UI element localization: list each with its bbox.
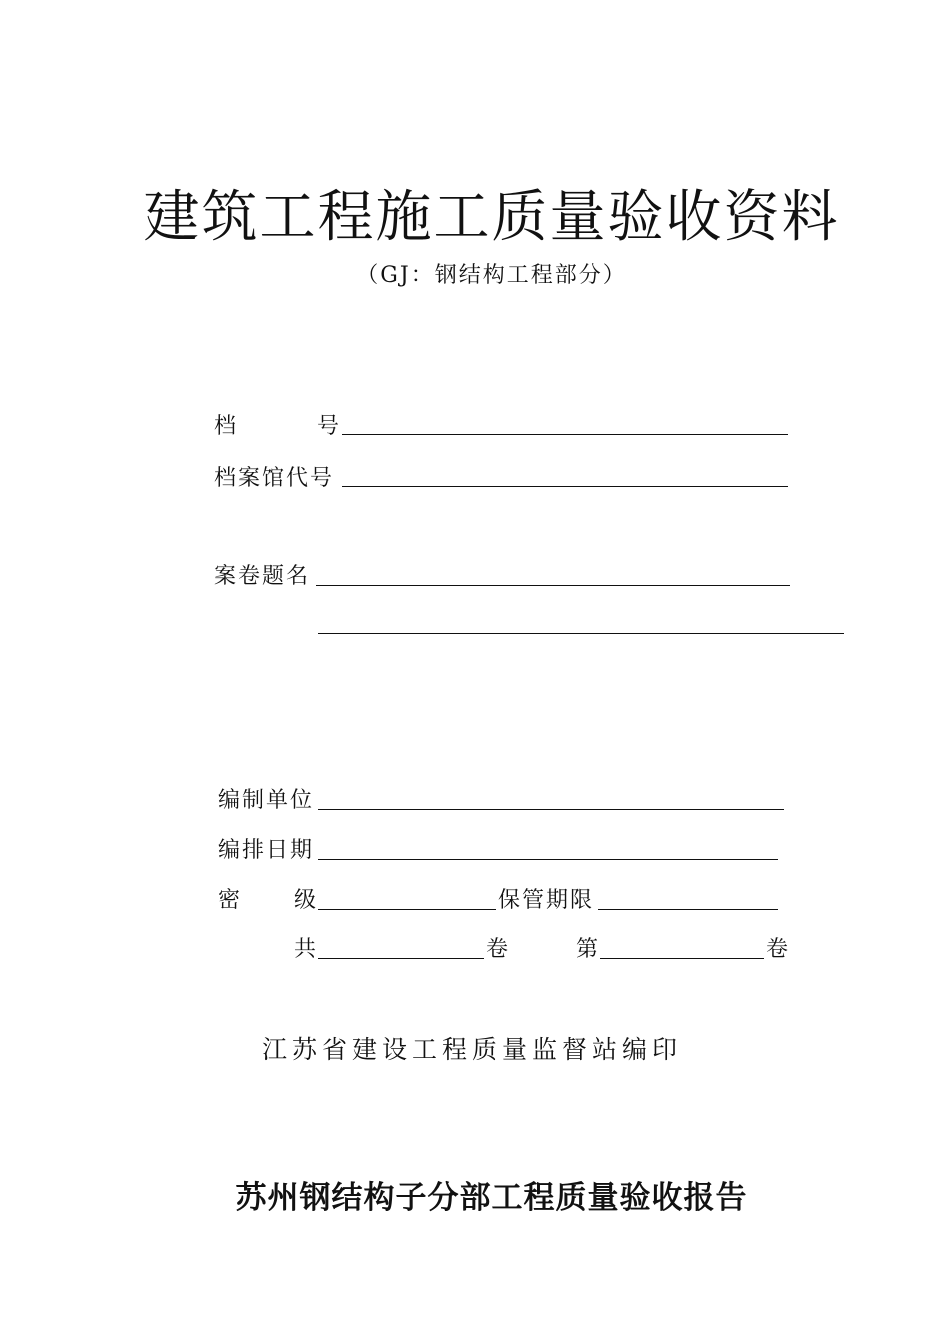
- publisher: 江苏省建设工程质量监督站编印: [262, 1035, 683, 1064]
- volume-number-field-line[interactable]: [600, 958, 764, 959]
- volume-number-suffix: 卷: [766, 937, 791, 962]
- archive-number-label-char-2: 号: [317, 414, 342, 439]
- security-label-char-1: 密: [218, 888, 243, 913]
- compile-date-field-line[interactable]: [318, 859, 778, 860]
- volume-title-field-line-1[interactable]: [316, 585, 790, 586]
- security-field-line[interactable]: [318, 909, 496, 910]
- archive-code-label: 档案馆代号: [214, 466, 335, 491]
- retention-label: 保管期限: [498, 888, 595, 913]
- volume-number-prefix: 第: [576, 937, 601, 962]
- compiler-label: 编制单位: [218, 788, 315, 813]
- report-title: 苏州钢结构子分部工程质量验收报告: [235, 1180, 748, 1216]
- compile-date-label: 编排日期: [218, 838, 315, 863]
- archive-number-field-line[interactable]: [342, 434, 788, 435]
- main-title: 建筑工程施工质量验收资料: [143, 185, 840, 250]
- volume-title-label: 案卷题名: [214, 564, 311, 589]
- total-volumes-suffix: 卷: [486, 937, 511, 962]
- subtitle: （GJ：钢结构工程部分）: [356, 263, 627, 288]
- retention-field-line[interactable]: [598, 909, 778, 910]
- total-volumes-field-line[interactable]: [318, 958, 484, 959]
- security-label-char-2: 级: [294, 888, 319, 913]
- volume-title-field-line-2[interactable]: [318, 633, 844, 634]
- archive-number-label-char-1: 档: [214, 414, 239, 439]
- archive-code-field-line[interactable]: [342, 486, 788, 487]
- total-volumes-prefix: 共: [294, 937, 319, 962]
- compiler-field-line[interactable]: [318, 809, 784, 810]
